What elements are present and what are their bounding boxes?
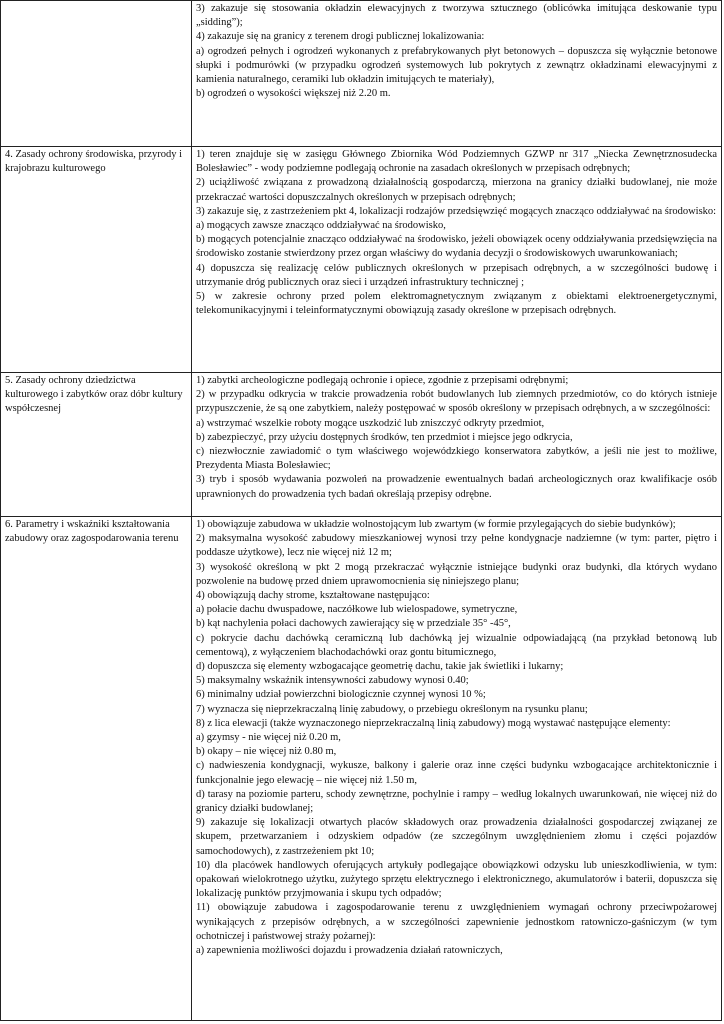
table-row: [1, 517, 722, 1021]
provision-line: a) mogących zawsze znacząco oddziaływać na środowisko,: [196, 220, 446, 232]
row-label-cell: [1, 517, 192, 1021]
row-content-cell: [192, 1, 722, 147]
table-row: [1, 147, 722, 373]
provision-line: c) niezwłocznie zawiadomić o tym właściwego wojewódzkiego konserwatora zabytków, a jeśli nie jest to możliwe, Prezydenta Miasta Bolesławiec;: [196, 446, 717, 472]
provision-line: 3) zakazuje się, z zastrzeżeniem pkt 4, lokalizacji rodzajów przedsięwzięć mogących znacząco oddziaływać na środowisko:: [196, 205, 717, 217]
provision-line: b) mogących potencjalnie znacząco oddziaływać na środowisko, jeżeli obowiązek oceny oddziaływania przedsięwzięcia na środowisko zostanie stwierdzony przez organ właściwy do wydania decyzji o środowiskowych uwarunkowaniach;: [196, 234, 717, 260]
provision-line: b) kąt nachylenia połaci dachowych zawierający się w przedziale 35° -45°,: [196, 618, 511, 630]
table-row: [1, 373, 722, 517]
provision-line: 3) wysokość określoną w pkt 2 mogą przekraczać wyłącznie istniejące budynki oraz budynki, dla których wydano pozwolenie na budowę przed dniem uprawomocnienia się niniejszego planu;: [196, 561, 717, 587]
provision-line: 5) w zakresie ochrony przed polem elektromagnetycznym związanym z obiektami elektroenergetycznymi, telekomunikacyjnymi i teleinformatycznymi obowiązują zasady określone w przepisach odrębnych.: [196, 291, 717, 317]
provision-line: 4) dopuszcza się realizację celów publicznych określonych w przepisach odrębnych, a w szczególności budowę i utrzymanie dróg publicznych oraz sieci i urządzeń infrastruktury technicznej ;: [196, 262, 717, 288]
row-label-cell: [1, 147, 192, 373]
provision-line: a) gzymsy - nie więcej niż 0.20 m,: [196, 732, 341, 744]
row-label-cell: [1, 373, 192, 517]
provision-line: 7) wyznacza się nieprzekraczalną linię zabudowy, o przebiegu określonym na rysunku planu;: [196, 703, 588, 715]
provision-line: 1) obowiązuje zabudowa w układzie wolnostojącym lub zwartym (w formie przylegających do siebie budynków);: [196, 519, 676, 530]
provision-line: 6) minimalny udział powierzchni biologicznie czynnej wynosi 10 %;: [196, 689, 486, 701]
provision-line: 2) maksymalna wysokość zabudowy mieszkaniowej wynosi trzy pełne kondygnacje nadziemne (w tym: parter, piętro i poddasze użytkowe), lecz nie więcej niż 12 m;: [196, 533, 717, 559]
provision-line: b) zabezpieczyć, przy użyciu dostępnych środków, ten przedmiot i miejsce jego odkrycia,: [196, 431, 573, 443]
row-label-cell: [1, 1, 192, 147]
row-content-cell: [192, 147, 722, 373]
provision-line: 5) maksymalny wskaźnik intensywności zabudowy wynosi 0.40;: [196, 675, 469, 687]
provision-line: d) dopuszcza się elementy wzbogacające geometrię dachu, takie jak świetliki i lukarny;: [196, 661, 564, 673]
provision-line: a) ogrodzeń pełnych i ogrodzeń wykonanych z prefabrykowanych płyt betonowych – dopuszcza się wyłącznie betonowe słupki i podmurówki (w przypadku ogrodzeń systemowych lub pokrytych z zewnątrz okładzinami elewacyjnymi z kamienia naturalnego, ceramiki lub okładzin imitujących te materiały),: [196, 45, 717, 86]
provision-line: 10) dla placówek handlowych oferujących artykuły podlegające obowiązkowi odzysku lub unieszkodliwienia, w tym: opakowań wielokrotnego użytku, zużytego sprzętu elektrycznego i elektronicznego, akumulatorów i baterii, dopuszcza się lokalizację punktów przyjmowania i skupu tych odpadów;: [196, 859, 717, 900]
provision-line: 2) w przypadku odkrycia w trakcie prowadzenia robót budowlanych lub ziemnych przedmiotów, co do których istnieje przypuszczenie, że są one zabytkiem, należy postępować w sposób określony w przepisach odrębnych, a w szczególności:: [196, 389, 717, 415]
provision-line: 9) zakazuje się lokalizacji otwartych placów składowych oraz prowadzenia działalności gospodarczej związanej ze skupem, przetwarzaniem i odzyskiem odpadów (ze szczególnym uwzględnieniem złomu i części pojazdów samochodowych), z zastrzeżeniem pkt 10;: [196, 817, 717, 857]
provision-line: 4) obowiązują dachy strome, kształtowane następująco:: [196, 590, 430, 602]
table-row: [1, 1, 722, 147]
row-label: 5. Zasady ochrony dziedzictwa kulturowego i zabytków oraz dóbr kultury współczesnej: [5, 375, 183, 415]
provision-line: 2) uciążliwość związana z prowadzoną działalnością gospodarczą, mierzona na granicy działki budowlanej, nie może przekraczać wartości dopuszczalnych określonych w przepisach odrębnych;: [196, 177, 717, 203]
provision-line: 11) obowiązuje zabudowa i zagospodarowanie terenu z uwzględnieniem wymagań ochrony przeciwpożarowej wynikających z przepisów odrębnych, a w szczególności zapewnienie jednostkom ratowniczo-gaśniczym (w tym ochotniczej i państwowej straży pożarnej):: [196, 902, 717, 942]
row-label: 6. Parametry i wskaźniki kształtowania zabudowy oraz zagospodarowania terenu: [5, 519, 179, 545]
provision-line: a) zapewnienia możliwości dojazdu i prowadzenia działań ratowniczych,: [196, 945, 503, 957]
provision-line: 3) tryb i sposób wydawania pozwoleń na prowadzenie ewentualnych badań archeologicznych oraz kwalifikacje osób uprawnionych do prowadzenia tych badań określają przepisy odrębne.: [196, 474, 717, 500]
provision-line: 1) zabytki archeologiczne podlegają ochronie i opiece, zgodnie z przepisami odrębnymi;: [196, 375, 569, 386]
provision-line: a) połacie dachu dwuspadowe, naczółkowe lub wielospadowe, symetryczne,: [196, 604, 518, 616]
provision-line: c) pokrycie dachu dachówką ceramiczną lub dachówką jej wizualnie odpowiadającą (na przykład betonową lub cementową), z wyłączeniem blachodachówki oraz gontu bitumicznego,: [196, 632, 717, 658]
provision-line: b) ogrodzeń o wysokości większej niż 2.20 m.: [196, 88, 391, 100]
row-label: 4. Zasady ochrony środowiska, przyrody i krajobrazu kulturowego: [5, 149, 183, 175]
provision-line: 3) zakazuje się stosowania okładzin elewacyjnych z tworzywa sztucznego (oblicówka imitująca deskowanie typu „sidding”);: [196, 3, 717, 29]
provision-line: a) wstrzymać wszelkie roboty mogące uszkodzić lub zniszczyć odkryty przedmiot,: [196, 417, 545, 429]
row-content-cell: [192, 373, 722, 517]
provision-line: b) okapy – nie więcej niż 0.80 m,: [196, 746, 337, 758]
provision-line: c) nadwieszenia kondygnacji, wykusze, balkony i galerie oraz inne części budynku wzbogacające architektonicznie i funkcjonalnie jego elewację – nie więcej niż 1.50 m,: [196, 760, 717, 786]
row-content-cell: [192, 517, 722, 1021]
provision-line: 4) zakazuje się na granicy z terenem drogi publicznej lokalizowania:: [196, 31, 485, 43]
provision-line: d) tarasy na poziomie parteru, schody zewnętrzne, pochylnie i rampy – według lokalnych uwarunkowań, nie więcej niż do granicy działki budowlanej;: [196, 788, 717, 815]
provision-line: 8) z lica elewacji (także wyznaczonego nieprzekraczalną linią zabudowy) mogą wystawać następujące elementy:: [196, 717, 671, 729]
provision-line: 1) teren znajduje się w zasięgu Głównego Zbiornika Wód Podziemnych GZWP nr 317 „Niecka Zewnętrznosudecka Bolesławiec” - wody podziemne podlegają ochronie na zasadach określonych w przepisach odrębnych;: [196, 149, 717, 175]
